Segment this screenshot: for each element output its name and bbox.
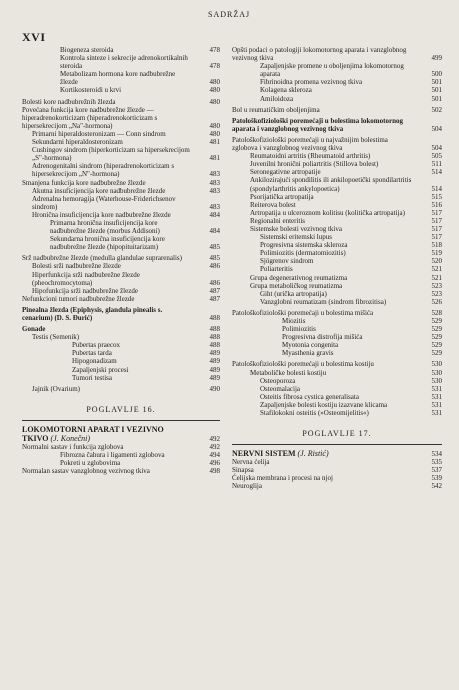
toc-entry-title: Tumori testisa: [72, 373, 112, 382]
toc-entry-title: Opšti podaci o patologiji lokomotornog aparata i vanzglobnog vezivnog tkiva: [232, 46, 407, 63]
toc-entry-title: Myotonia congenita: [282, 341, 339, 350]
toc-entry[interactable]: [232, 46, 442, 62]
toc-entry[interactable]: [232, 193, 442, 201]
toc-entry-title: Reumatoidni artritis (Rheumatoid arthritis): [250, 152, 371, 161]
toc-entry[interactable]: [232, 225, 442, 233]
toc-entry-title: Zapaljenjske promene u oboljenjima lokomotornog aparata: [260, 62, 404, 79]
toc-entry-page: 517: [431, 233, 442, 242]
toc-entry[interactable]: [22, 357, 220, 365]
toc-entry-title: Akutna insuficijencija kore nadbubrežne žlezde: [32, 186, 166, 195]
toc-entry[interactable]: [22, 219, 220, 235]
toc-entry-page: 531: [431, 409, 442, 418]
toc-entry[interactable]: [22, 459, 220, 467]
toc-entry-title: Primarna hronična insuficijencija kore nadbubrežne žlezde (morbus Addisoni): [50, 218, 160, 236]
toc-entry[interactable]: [232, 78, 442, 86]
chapter-17-heading[interactable]: [232, 449, 442, 458]
toc-entry[interactable]: [22, 366, 220, 374]
toc-entry-page: 486: [209, 262, 220, 271]
toc-entry-title: Polimiozitis (dermatomiozitis): [260, 249, 346, 258]
toc-entry[interactable]: [232, 325, 442, 333]
toc-entry-title: Seronegativne artropatije: [250, 168, 321, 177]
toc-entry-title: Fibrinoidna promena vezivnog tkiva: [260, 78, 363, 87]
toc-entry[interactable]: [22, 443, 220, 451]
toc-entry-page: 490: [209, 384, 220, 393]
toc-entry-page: 489: [209, 349, 220, 358]
toc-entry-page: 537: [431, 466, 442, 475]
page-number-roman: XVI: [22, 30, 46, 44]
toc-entry-page: 518: [431, 241, 442, 250]
toc-entry[interactable]: [232, 62, 442, 78]
toc-entry[interactable]: [232, 393, 442, 401]
toc-entry[interactable]: [232, 282, 442, 290]
toc-entry-title: Hipogonadizam: [72, 357, 117, 366]
toc-entry-title: Kontrola sinteze i sekrecije adrenokortikalnih steroida: [60, 54, 188, 71]
toc-entry-page: 535: [431, 458, 442, 467]
toc-entry[interactable]: [22, 341, 220, 349]
toc-entry-page: 529: [431, 341, 442, 350]
toc-entry[interactable]: [232, 377, 442, 385]
chapter-17-title: NERVNI SISTEM: [232, 449, 296, 459]
toc-entry-title: Zapaljenjski procesi: [72, 365, 129, 374]
toc-entry-title: Sinapsa: [232, 466, 254, 475]
toc-entry[interactable]: [22, 325, 220, 333]
toc-entry-title: Sekundarni hiperaldosteronizam: [32, 138, 123, 147]
toc-entry-page: 515: [431, 192, 442, 201]
toc-entry[interactable]: [22, 162, 220, 178]
toc-entry-page: 500: [431, 70, 442, 79]
toc-entry[interactable]: [22, 333, 220, 341]
chapter-16-page: 492: [209, 434, 220, 443]
toc-entry-title: Primarni hiperaldosteronizam — Conn sindrom: [32, 129, 166, 138]
toc-entry-title: Sistemski eritemski lupus: [260, 233, 332, 242]
toc-entry[interactable]: [22, 467, 220, 475]
toc-entry-title: Metabolizam hormona kore nadbubrežne žlezde: [60, 70, 176, 87]
toc-entry-page: 488: [209, 314, 220, 322]
toc-entry-page: 501: [431, 86, 442, 95]
toc-entry-page: 528: [431, 308, 442, 317]
toc-entry-page: 514: [431, 184, 442, 193]
toc-entry[interactable]: [232, 341, 442, 349]
toc-entry-page: 484: [209, 227, 220, 236]
toc-entry[interactable]: [232, 95, 442, 103]
toc-entry-page: 529: [431, 333, 442, 342]
toc-entry[interactable]: [22, 70, 220, 86]
chapter-16-toc-list: [22, 443, 220, 475]
toc-entry-page: 481: [209, 138, 220, 147]
toc-entry[interactable]: [232, 209, 442, 217]
toc-entry-page: 530: [431, 376, 442, 385]
toc-entry-title: Osteomalacija: [260, 384, 301, 393]
toc-entry-page: 539: [431, 474, 442, 483]
chapter-rule: [22, 420, 220, 421]
toc-entry-title: Zapaljenjske bolesti kostiju izazvane klicama: [260, 400, 388, 409]
toc-entry-title: Pubertas tarda: [72, 349, 112, 358]
chapter-17-toc-list: [232, 458, 442, 490]
toc-entry[interactable]: [232, 86, 442, 94]
toc-entry-page: 517: [431, 224, 442, 233]
toc-entry[interactable]: [22, 187, 220, 195]
toc-entry-page: 521: [431, 273, 442, 282]
toc-entry-page: 504: [431, 124, 442, 133]
toc-entry-title: Cushingov sindrom (hiperkorticizam sa hipersekrecijom „S"-hormona): [32, 146, 190, 163]
toc-entry-page: 521: [431, 265, 442, 274]
toc-entry[interactable]: [22, 235, 220, 251]
toc-entry[interactable]: [22, 98, 220, 106]
toc-entry-title: Regionalni enteritis: [250, 216, 306, 225]
toc-entry[interactable]: [22, 349, 220, 357]
toc-entry-page: 517: [431, 208, 442, 217]
toc-entry-title: Bolesti srži nadbubrežne žlezde: [32, 262, 121, 271]
toc-entry[interactable]: [232, 217, 442, 225]
toc-entry-title: Fibrozna čahura i ligamenti zglobova: [60, 450, 165, 459]
toc-entry-title: Povećana funkcija kore nadbubrežne žlezde — hiperadrenokorticizam (hiperadrenokorticizam s hipersekrecijom „Na"-hormona): [22, 105, 158, 130]
toc-entry-page: 499: [431, 54, 442, 63]
toc-entry-page: 489: [209, 365, 220, 374]
toc-entry[interactable]: [22, 146, 220, 162]
toc-entry-page: 487: [209, 286, 220, 295]
toc-entry-title: Bolesti kore nadbubrežnih žlezda: [22, 97, 116, 106]
toc-entry-title: Poliarteritis: [260, 265, 293, 274]
toc-entry[interactable]: [232, 117, 442, 133]
toc-entry[interactable]: [232, 160, 442, 168]
toc-entry-title: Sistemske bolesti vezivnog tkiva: [250, 224, 342, 233]
toc-entry-page: 483: [209, 178, 220, 187]
toc-entry-title: Reiterova bolest: [250, 200, 296, 209]
toc-entry[interactable]: [232, 249, 442, 257]
toc-entry-title: Pinealna žlezda (Epiphysis, glandula pinealis s. cenarium) (D. S. Đurić): [22, 305, 163, 322]
toc-entry[interactable]: [232, 409, 442, 417]
toc-entry-page: 480: [209, 97, 220, 106]
toc-entry-page: 480: [209, 129, 220, 138]
toc-entry[interactable]: [22, 46, 220, 54]
toc-entry-title: Giht (urička artropatija): [260, 289, 327, 298]
toc-entry[interactable]: [22, 195, 220, 211]
toc-entry-page: 480: [209, 121, 220, 130]
toc-entry[interactable]: [232, 201, 442, 209]
toc-entry-title: Patološkofiziološki poremećaji u najvažnijim bolestima zglobova i vanzglobnog vezivnog tkiva: [232, 135, 388, 153]
toc-entry[interactable]: [232, 385, 442, 393]
toc-entry-page: 488: [209, 325, 220, 334]
toc-entry[interactable]: [232, 474, 442, 482]
chapter-17-label: POGLAVLJE 17.: [302, 429, 372, 439]
toc-entry[interactable]: [232, 265, 442, 273]
toc-entry[interactable]: [232, 257, 442, 265]
toc-entry-page: 481: [209, 154, 220, 163]
toc-entry-title: Kolagena skleroza: [260, 86, 312, 95]
toc-entry-page: 517: [431, 216, 442, 225]
toc-entry[interactable]: [232, 482, 442, 490]
toc-entry[interactable]: [22, 306, 220, 322]
toc-entry-title: Pubertas praecox: [72, 341, 121, 350]
toc-entry-title: Grupa degenerativnog reumatizma: [250, 273, 348, 282]
toc-entry-page: 514: [431, 168, 442, 177]
toc-entry-title: Hronična insuficijencija kore nadbubrežne žlezde: [32, 210, 171, 219]
toc-entry-page: 487: [209, 294, 220, 303]
toc-entry-title: Stafilokokni osteitis (»Osteomijelitis«): [260, 409, 369, 418]
toc-entry[interactable]: [232, 360, 442, 368]
chapter-16-author: (J. Konečni): [50, 433, 91, 443]
toc-entry-page: 485: [209, 243, 220, 252]
toc-entry-page: 486: [209, 278, 220, 287]
toc-entry-title: Normalan sastav vanzglobnog vezivnog tkiva: [22, 467, 150, 476]
toc-entry-page: 501: [431, 94, 442, 103]
toc-entry-page: 523: [431, 281, 442, 290]
toc-entry-page: 520: [431, 257, 442, 266]
toc-entry-page: 483: [209, 186, 220, 195]
left-toc-list: [22, 46, 220, 393]
toc-entry-title: Bol u reumatičkim oboljenjima: [232, 105, 320, 114]
toc-entry[interactable]: [232, 333, 442, 341]
toc-entry-page: 478: [209, 46, 220, 54]
toc-entry-page: 501: [431, 78, 442, 87]
toc-entry-page: 531: [431, 392, 442, 401]
toc-entry[interactable]: [232, 317, 442, 325]
toc-entry-title: Amiloidoza: [260, 94, 294, 103]
toc-entry-page: 519: [431, 249, 442, 258]
toc-entry[interactable]: [232, 233, 442, 241]
toc-entry[interactable]: [22, 287, 220, 295]
toc-entry-page: 498: [209, 467, 220, 476]
toc-entry[interactable]: [22, 385, 220, 393]
toc-entry-page: 480: [209, 86, 220, 95]
toc-entry-page: 504: [431, 144, 442, 153]
toc-entry[interactable]: [232, 401, 442, 409]
chapter-16-heading[interactable]: [22, 425, 220, 443]
toc-entry-title: Hipofunkcija srži nadbubrežne žlezde: [32, 286, 138, 295]
toc-entry[interactable]: [22, 106, 220, 130]
left-column: [22, 46, 220, 475]
toc-entry-title: Hiperfunkcija srži nadbubrežne žlezde (pheochromocytoma): [32, 270, 140, 287]
toc-entry[interactable]: [232, 290, 442, 298]
toc-entry-page: 530: [431, 368, 442, 377]
toc-entry-page: 488: [209, 333, 220, 342]
toc-entry-title: Smanjena funkcija kore nadbubrežne žlezde: [22, 178, 146, 187]
toc-entry-title: Gonade: [22, 325, 46, 334]
toc-entry[interactable]: [22, 374, 220, 382]
toc-entry[interactable]: [232, 136, 442, 152]
toc-entry-page: 483: [209, 170, 220, 179]
toc-entry-page: 529: [431, 317, 442, 325]
toc-entry-title: Polimiozitis: [282, 325, 316, 334]
toc-entry-title: Adrenalna hemoragija (Waterhouse-Friderichsenov sindrom): [32, 194, 176, 211]
toc-entry[interactable]: [232, 176, 442, 192]
toc-entry[interactable]: [22, 86, 220, 94]
toc-entry-page: 484: [209, 210, 220, 219]
toc-entry[interactable]: [232, 466, 442, 474]
toc-entry-title: Jajnik (Ovarium): [32, 384, 81, 393]
toc-entry-title: Miozitis: [282, 317, 306, 325]
toc-entry-page: 511: [431, 160, 442, 169]
chapter-17-author: (J. Ristić): [297, 449, 329, 459]
toc-entry-page: 494: [209, 450, 220, 459]
toc-entry-title: Myasthenia gravis: [282, 349, 334, 358]
toc-entry-title: Patološkofiziološki poremećaji u bolestima lokomotornog aparata i vanzglobnog vezivnog tkiva: [232, 116, 403, 133]
toc-entry-title: Progresivna distrofija mišića: [282, 333, 363, 342]
toc-entry-page: 489: [209, 357, 220, 366]
toc-entry-title: Vanzglobni reumatizam (sindrom fibrozitisa): [260, 297, 387, 306]
toc-entry-title: Biogeneza steroida: [60, 46, 114, 54]
chapter-rule: [232, 444, 442, 445]
toc-entry[interactable]: [22, 254, 220, 262]
running-title: SADRŽAJ: [208, 10, 251, 19]
toc-entry-title: Patološkofiziološki poremećaji u bolestima kostiju: [232, 360, 374, 369]
toc-entry-title: Srž nadbubrežne žlezde (medulla glandulae suprarenalis): [22, 254, 182, 263]
toc-entry-page: 483: [209, 202, 220, 211]
right-column: [232, 46, 442, 491]
toc-entry[interactable]: [232, 309, 442, 317]
toc-entry-page: 478: [209, 62, 220, 71]
toc-entry[interactable]: [22, 179, 220, 187]
toc-entry-title: Pokreti u zglobovima: [60, 459, 121, 468]
toc-entry-page: 523: [431, 289, 442, 298]
toc-entry-page: 496: [209, 459, 220, 468]
toc-entry[interactable]: [232, 241, 442, 249]
toc-entry-title: Normalni sastav i funkcija zglobova: [22, 442, 124, 451]
toc-entry-title: Sekundarna hronična insuficijencija kore nadbubrežne žlezde (hipopituitarizam): [50, 235, 165, 252]
toc-entry-page: 531: [431, 400, 442, 409]
toc-entry-page: 502: [431, 105, 442, 114]
toc-entry-page: 480: [209, 78, 220, 87]
toc-entry-page: 489: [209, 373, 220, 382]
toc-entry[interactable]: [22, 295, 220, 303]
toc-entry-page: 529: [431, 349, 442, 358]
toc-entry-title: Osteoporoza: [260, 376, 296, 385]
toc-entry-title: Sjögrenov sindrom: [260, 257, 314, 266]
toc-entry-title: Psorijatička artropatija: [250, 192, 314, 201]
toc-entry-title: Progresivna sistemska skleroza: [260, 241, 348, 250]
toc-entry-page: 542: [431, 482, 442, 491]
toc-entry[interactable]: [232, 274, 442, 282]
toc-entry-title: Artropatija u ulceroznom kolitisu (kolitička artropatija): [250, 208, 405, 217]
toc-entry[interactable]: [232, 349, 442, 357]
toc-entry-title: Neuroglija: [232, 482, 262, 491]
toc-entry-page: 530: [431, 360, 442, 369]
toc-entry-title: Ankilozirajući spondilitis ili ankilopoetički spondilartritis (spondylarthritis ankylopoetica): [250, 176, 412, 193]
toc-entry[interactable]: [22, 138, 220, 146]
chapter-16-title: LOKOMOTORNI APARAT I VEZIVNO TKIVO: [22, 424, 164, 443]
toc-entry[interactable]: [232, 152, 442, 160]
toc-entry[interactable]: [22, 271, 220, 287]
toc-entry[interactable]: [22, 262, 220, 270]
toc-entry[interactable]: [232, 106, 442, 114]
toc-entry[interactable]: [232, 168, 442, 176]
toc-entry-page: 492: [209, 442, 220, 451]
toc-entry-page: 485: [209, 254, 220, 263]
toc-entry-page: 505: [431, 152, 442, 161]
toc-entry[interactable]: [232, 458, 442, 466]
toc-entry-title: Kortikosteroidi u krvi: [60, 86, 122, 95]
toc-entry-page: 516: [431, 200, 442, 209]
toc-entry[interactable]: [22, 130, 220, 138]
toc-entry-title: Testis (Semenik): [32, 333, 80, 342]
chapter-16-label: POGLAVLJE 16.: [86, 404, 156, 414]
toc-entry-page: 531: [431, 384, 442, 393]
chapter-17-page: 534: [431, 450, 442, 459]
toc-entry-title: Ćelijska membrana i procesi na njoj: [232, 474, 333, 483]
toc-entry-title: Grupa metaboličkog reumatizma: [250, 281, 343, 290]
toc-entry-title: Nervna ćelija: [232, 458, 270, 467]
toc-entry[interactable]: [22, 54, 220, 70]
toc-entry-title: Patološkofiziološki poremećaji u bolestima mišića: [232, 308, 374, 317]
toc-entry[interactable]: [22, 211, 220, 219]
toc-entry-page: 488: [209, 341, 220, 350]
toc-entry-title: Nefunkcioni tumori nadbubrežne žlezde: [22, 294, 135, 303]
toc-entry-title: Metaboličke bolesti kostiju: [250, 368, 327, 377]
right-toc-list: [232, 46, 442, 417]
toc-entry-page: 526: [431, 297, 442, 306]
toc-entry[interactable]: [232, 298, 442, 306]
toc-entry-title: Adrenogenitalni sindrom (hiperadrenokorticizam s hipersekrecijom „N"-hormona): [32, 162, 175, 179]
toc-entry-title: Osteitis fibrosa cystica generalisata: [260, 392, 359, 401]
toc-entry-page: 529: [431, 325, 442, 334]
toc-entry-title: Juvenilni hronični poliartritis (Stillova bolest): [250, 160, 379, 169]
toc-entry[interactable]: [232, 369, 442, 377]
toc-entry[interactable]: [22, 451, 220, 459]
